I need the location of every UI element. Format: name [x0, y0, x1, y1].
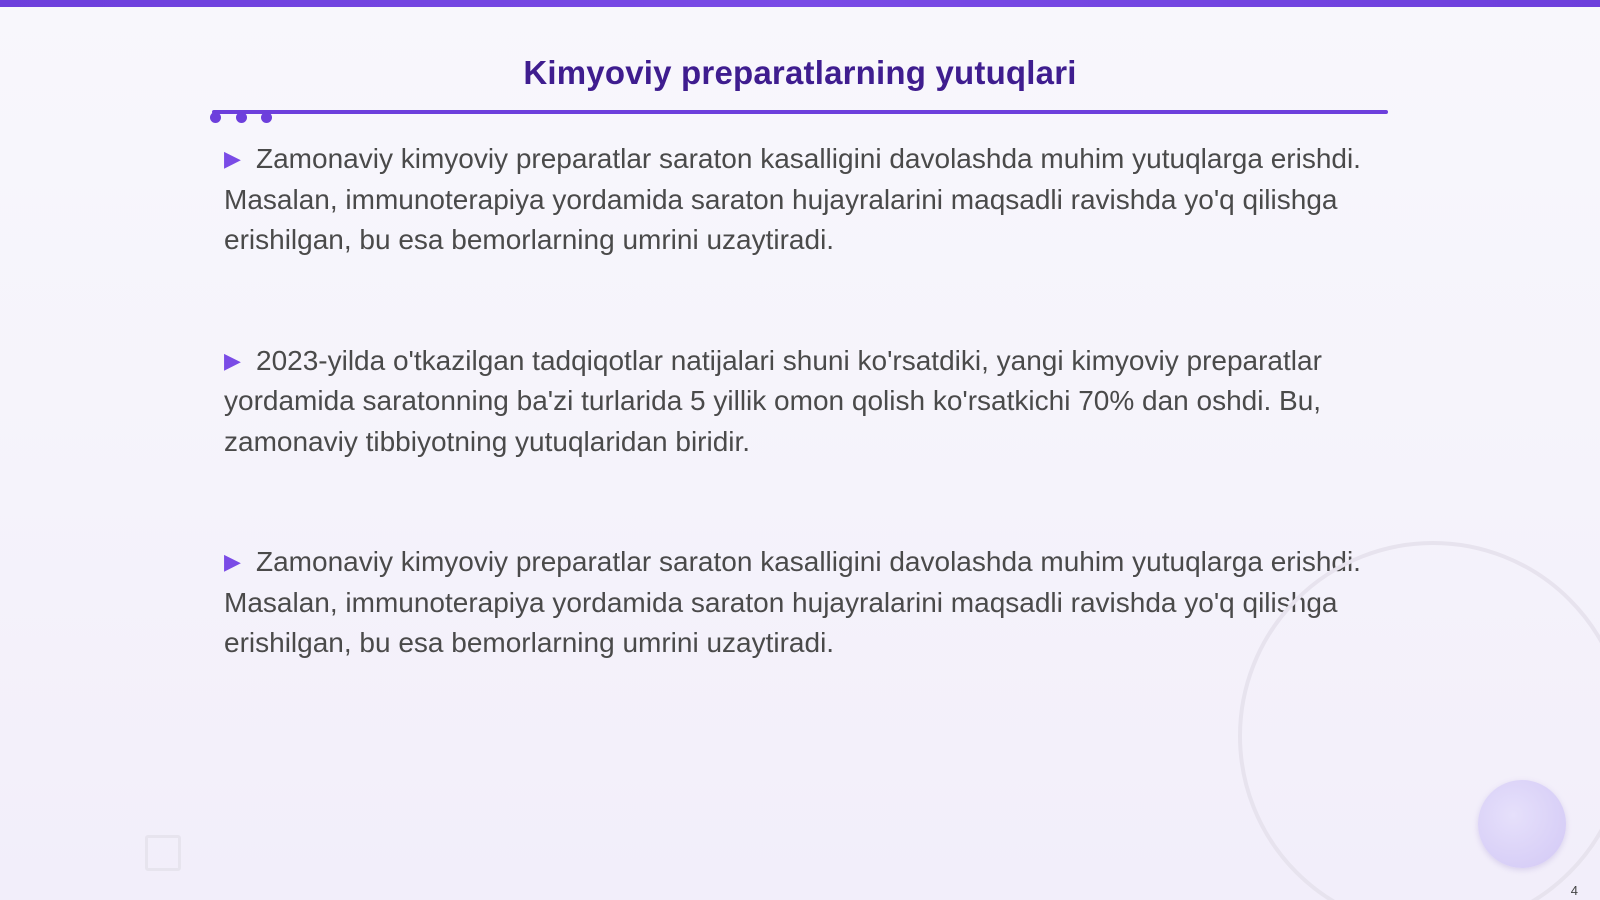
- bullet-text: 2023-yilda o'tkazilgan tadqiqotlar natijalari shuni ko'rsatdiki, yangi kimyoviy preparatlar yordamida saratonning ba'zi turlarida 5 yillik omon qolish ko'rsatkichi 70% dan oshdi. Bu, zamonaviy tibbiyotning yutuqlaridan biridir.: [224, 344, 1322, 457]
- bullet-arrow-icon: ▶: [224, 549, 241, 574]
- decorative-circle-filled: [1478, 780, 1566, 868]
- top-accent-bar: [0, 0, 1600, 7]
- slide-title: Kimyoviy preparatlarning yutuqlari: [523, 54, 1077, 91]
- page-number: 4: [1570, 883, 1578, 898]
- title-underline: [212, 110, 1388, 114]
- bullet-arrow-icon: ▶: [224, 347, 241, 373]
- bullet-arrow-icon: ▶: [224, 146, 241, 171]
- bullet-list: [224, 139, 1384, 744]
- bullet-text: Zamonaviy kimyoviy preparatlar saraton kasalligini davolashda muhim yutuqlarga erishdi. Masalan, immunoterapiya yordamida saraton hujayralarini maqsadli ravishda yo'q qilishga erishilgan, bu esa bemorlarning umrini uzaytiradi.: [224, 143, 1361, 255]
- decorative-square-outline: [145, 835, 181, 871]
- bullet-text: Zamonaviy kimyoviy preparatlar saraton kasalligini davolashda muhim yutuqlarga erishdi. Masalan, immunoterapiya yordamida saraton hujayralarini maqsadli ravishda yo'q qilishga erishilgan, bu esa bemorlarning umrini uzaytiradi.: [224, 546, 1361, 658]
- underline-dot: [261, 112, 272, 123]
- underline-dot: [236, 112, 247, 123]
- bullet-item: [224, 139, 1384, 261]
- bullet-item: [224, 341, 1384, 463]
- bullet-item: [224, 542, 1384, 664]
- underline-dot: [210, 112, 221, 123]
